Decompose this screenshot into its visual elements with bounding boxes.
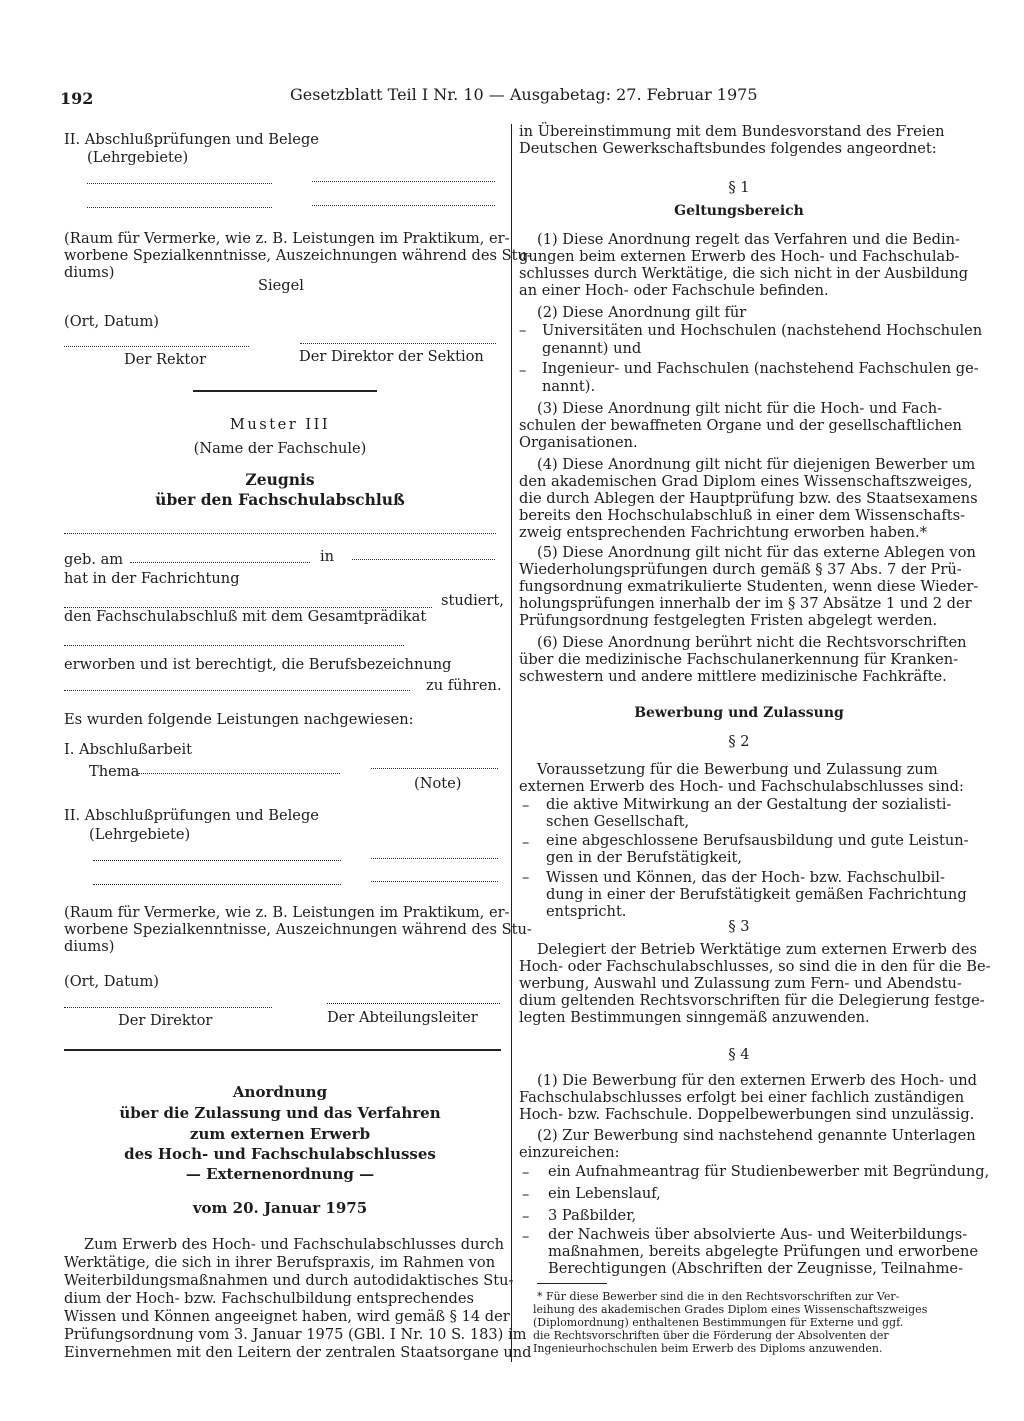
para-line: gungen beim externen Erwerb des Hoch- und Fachschulab- xyxy=(519,248,960,265)
para-line: Wiederholungsprüfungen durch gemäß § 37 Abs. 7 der Prü- xyxy=(519,561,962,578)
para-line: (4) Diese Anordnung gilt nicht für diejenigen Bewerber um xyxy=(537,456,976,473)
in-label: in xyxy=(320,548,335,565)
preamble-line: Zum Erwerb des Hoch- und Fachschulabschlusses durch xyxy=(84,1236,505,1253)
para-line: (5) Diese Anordnung gilt nicht für das externe Ablegen von xyxy=(537,544,976,561)
para-line: Hoch- oder Fachschulabschlusses, so sind die in den für die Be- xyxy=(519,958,991,975)
title-label: erworben und ist berechtigt, die Berufsbezeichnung xyxy=(64,656,452,673)
para-line: (2) Zur Bewerbung sind nachstehend genannte Unterlagen xyxy=(537,1127,976,1144)
section-1-number: § 1 xyxy=(728,179,750,196)
para-line: schulen der bewaffneten Organe und der gesellschaftlichen xyxy=(519,417,962,434)
para-line: Delegiert der Betrieb Werktätige zum externen Erwerb des xyxy=(537,941,977,958)
preamble-line: Prüfungsordnung vom 3. Januar 1975 (GBl. I Nr. 10 S. 183) im xyxy=(64,1326,527,1343)
birthplace-field xyxy=(352,559,495,560)
para-line: werbung, Auswahl und Zulassung zum Fern- und Abendstu- xyxy=(519,975,962,992)
preamble-line: Einvernehmen mit den Leitern der zentralen Staatsorgane und xyxy=(64,1344,532,1361)
para-line: zweig entsprechenden Fachrichtung erworben haben.* xyxy=(519,524,927,541)
muster-title: Muster III xyxy=(229,416,331,433)
para-line: die durch Ablegen der Hauptprüfung bzw. des Staatsexamens xyxy=(519,490,978,507)
preamble-line: dium der Hoch- bzw. Fachschulbildung entsprechendes xyxy=(64,1290,474,1307)
sign-department-head: Der Abteilungsleiter xyxy=(327,1009,478,1026)
para-line: (6) Diese Anordnung berührt nicht die Rechtsvorschriften xyxy=(537,634,967,651)
para-line: Hoch- bzw. Fachschule. Doppelbewerbungen sind unzulässig. xyxy=(519,1106,975,1123)
list-item: Ingenieur- und Fachschulen (nachstehend Fachschulen ge- xyxy=(542,360,979,377)
para-line: Organisationen. xyxy=(519,434,638,451)
studied-label: studiert, xyxy=(441,592,504,609)
para-line: bereits den Hochschulabschluß in einer dem Wissenschafts- xyxy=(519,507,966,524)
section-1-heading: Geltungsbereich xyxy=(674,203,804,219)
born-label: geb. am xyxy=(64,551,124,568)
grade-field xyxy=(64,645,404,646)
footnote-line: leihung des akademischen Grades Diplom eines Wissenschaftszweiges xyxy=(533,1303,928,1316)
list-item: genannt) und xyxy=(542,340,642,357)
ordinance-subtitle: — Externenordnung — xyxy=(185,1165,375,1183)
intro-line: Deutschen Gewerkschaftsbundes folgendes angeordnet: xyxy=(519,140,937,157)
running-head: Gesetzblatt Teil I Nr. 10 — Ausgabetag: 27. Februar 1975 xyxy=(290,85,758,104)
remarks-line: diums) xyxy=(64,264,115,281)
section-rule xyxy=(64,1049,501,1051)
signature-line xyxy=(327,1003,500,1004)
place-date-label: (Ort, Datum) xyxy=(64,313,159,330)
note-field xyxy=(371,768,498,769)
list-item: gen in der Berufstätigkeit, xyxy=(546,849,743,866)
para-line: Fachschulabschlusses erfolgt bei einer fachlich zuständigen xyxy=(519,1089,965,1106)
preamble-line: Weiterbildungsmaßnahmen und durch autodidaktisches Stu- xyxy=(64,1272,514,1289)
name-field xyxy=(64,533,496,534)
list-dash: – xyxy=(522,797,530,814)
remarks-line: worbene Spezialkenntnisse, Auszeichnungen während des Stu- xyxy=(64,921,532,938)
ordinance-date: vom 20. Januar 1975 xyxy=(192,1199,368,1217)
para-line: fungsordnung exmatrikulierte Studenten, wenn diese Wieder- xyxy=(519,578,979,595)
section-rule xyxy=(193,390,377,392)
theme-label: Thema xyxy=(89,763,140,780)
certificate-title: Zeugnis xyxy=(245,470,315,489)
signature-line xyxy=(300,343,496,344)
intro-line: in Übereinstimmung mit dem Bundesvorstand des Freien xyxy=(519,123,945,140)
para-line: Voraussetzung für die Bewerbung und Zulassung zum xyxy=(537,761,938,778)
ordinance-title: über die Zulassung und das Verfahren xyxy=(119,1104,441,1122)
para-line: holungsprüfungen innerhalb der im § 37 Absätze 1 und 2 der xyxy=(519,595,972,612)
seal-label: Siegel xyxy=(258,277,304,294)
place-date-label: (Ort, Datum) xyxy=(64,973,159,990)
list-dash: – xyxy=(522,1164,530,1181)
form-blank xyxy=(87,183,272,184)
section-2-number: § 2 xyxy=(728,733,750,750)
para-line: (1) Die Bewerbung für den externen Erwerb des Hoch- und xyxy=(537,1072,978,1089)
footnote-line: die Rechtsvorschriften über die Förderung der Absolventen der xyxy=(533,1329,889,1342)
remarks-line: worbene Spezialkenntnisse, Auszeichnungen während des Stu- xyxy=(64,247,532,264)
section-3-number: § 3 xyxy=(728,918,750,935)
section-2-heading: Bewerbung und Zulassung xyxy=(634,705,844,721)
form-blank xyxy=(371,881,498,882)
remarks-line: (Raum für Vermerke, wie z. B. Leistungen im Praktikum, er- xyxy=(64,230,510,247)
para-line: Prüfungsordnung festgelegten Fristen abgelegt werden. xyxy=(519,612,938,629)
sign-director: Der Direktor xyxy=(118,1012,213,1029)
para-line: über die medizinische Fachschulanerkennung für Kranken- xyxy=(519,651,959,668)
para-line: legten Bestimmungen sinngemäß anzuwenden. xyxy=(519,1009,870,1026)
ordinance-title: zum externen Erwerb xyxy=(189,1125,371,1143)
list-dash: – xyxy=(522,1208,530,1225)
list-dash: – xyxy=(522,869,530,886)
list-dash: – xyxy=(522,1228,530,1245)
preamble-line: Wissen und Können angeeignet haben, wird gemäß § 14 der xyxy=(64,1308,510,1325)
list-item: Wissen und Können, das der Hoch- bzw. Fachschulbil- xyxy=(546,869,945,886)
professional-title-field xyxy=(64,690,410,691)
form-blank xyxy=(93,884,341,885)
para-line: schwestern und andere mittlere medizinische Fachkräfte. xyxy=(519,668,947,685)
section-4-number: § 4 xyxy=(728,1046,750,1063)
para-line: (3) Diese Anordnung gilt nicht für die Hoch- und Fach- xyxy=(537,400,943,417)
field-label: hat in der Fachrichtung xyxy=(64,570,240,587)
school-name-placeholder: (Name der Fachschule) xyxy=(193,440,367,457)
footnote-line: * Für diese Bewerber sind die in den Rechtsvorschriften zur Ver- xyxy=(537,1290,900,1303)
exams-heading: II. Abschlußprüfungen und Belege xyxy=(64,131,319,148)
para-line: an einer Hoch- oder Fachschule befinden. xyxy=(519,282,829,299)
theme-field xyxy=(138,773,340,774)
exams-subheading: (Lehrgebiete) xyxy=(87,149,189,166)
list-dash: – xyxy=(519,362,527,379)
note-label: (Note) xyxy=(414,775,462,792)
para-line: dium geltenden Rechtsvorschriften für die Delegierung festge- xyxy=(519,992,985,1009)
sign-director-section: Der Direktor der Sektion xyxy=(299,348,484,365)
form-blank xyxy=(371,858,498,859)
para-line: schlusses durch Werktätige, die sich nicht in der Ausbildung xyxy=(519,265,969,282)
footnote-line: (Diplomordnung) enthaltenen Bestimmungen für Externe und ggf. xyxy=(533,1316,904,1329)
form-blank xyxy=(312,205,495,206)
page-number: 192 xyxy=(60,89,94,108)
list-dash: – xyxy=(519,322,527,339)
list-item: der Nachweis über absolvierte Aus- und Weiterbildungs- xyxy=(548,1226,968,1243)
preamble-line: Werktätige, die sich in ihrer Berufspraxis, im Rahmen von xyxy=(64,1254,496,1271)
para-line: (1) Diese Anordnung regelt das Verfahren und die Bedin- xyxy=(537,231,960,248)
form-blank xyxy=(93,860,341,861)
form-blank xyxy=(87,207,272,208)
remarks-line: diums) xyxy=(64,938,115,955)
para-line: den akademischen Grad Diplom eines Wissenschaftszweiges, xyxy=(519,473,973,490)
para-line: externen Erwerb des Hoch- und Fachschulabschlusses sind: xyxy=(519,778,964,795)
remarks-line: (Raum für Vermerke, wie z. B. Leistungen im Praktikum, er- xyxy=(64,904,510,921)
list-item: 3 Paßbilder, xyxy=(548,1207,637,1224)
list-item: Universitäten und Hochschulen (nachstehend Hochschulen xyxy=(542,322,983,339)
final-thesis-label: I. Abschlußarbeit xyxy=(64,741,192,758)
footnote-rule xyxy=(537,1283,607,1284)
list-item: eine abgeschlossene Berufsausbildung und gute Leistun- xyxy=(546,832,969,849)
signature-line xyxy=(64,1007,272,1008)
list-item: Berechtigungen (Abschriften der Zeugnisse, Teilnahme- xyxy=(548,1260,964,1277)
form-blank xyxy=(312,181,495,182)
signature-line xyxy=(64,346,249,347)
list-item: schen Gesellschaft, xyxy=(546,813,690,830)
exams-subheading: (Lehrgebiete) xyxy=(89,826,191,843)
list-item: dung in einer der Berufstätigkeit gemäßen Fachrichtung xyxy=(546,886,967,903)
achievements-label: Es wurden folgende Leistungen nachgewiesen: xyxy=(64,711,414,728)
exams-heading: II. Abschlußprüfungen und Belege xyxy=(64,807,319,824)
list-dash: – xyxy=(522,834,530,851)
list-dash: – xyxy=(522,1186,530,1203)
para-line: einzureichen: xyxy=(519,1144,620,1161)
grade-label: den Fachschulabschluß mit dem Gesamtprädikat xyxy=(64,608,427,625)
list-item: ein Lebenslauf, xyxy=(548,1185,661,1202)
list-item: maßnahmen, bereits abgelegte Prüfungen und erworbene xyxy=(548,1243,979,1260)
to-carry-label: zu führen. xyxy=(426,677,502,694)
certificate-subtitle: über den Fachschulabschluß xyxy=(155,490,405,509)
list-item: entspricht. xyxy=(546,903,627,920)
footnote-line: Ingenieurhochschulen beim Erwerb des Diploms anzuwenden. xyxy=(533,1342,883,1355)
birthdate-field xyxy=(130,562,310,563)
ordinance-title: des Hoch- und Fachschulabschlusses xyxy=(124,1145,436,1163)
para-line: (2) Diese Anordnung gilt für xyxy=(537,304,747,321)
list-item: die aktive Mitwirkung an der Gestaltung der sozialisti- xyxy=(546,796,952,813)
list-item: ein Aufnahmeantrag für Studienbewerber mit Begründung, xyxy=(548,1163,990,1180)
sign-rector: Der Rektor xyxy=(124,351,207,368)
ordinance-title: Anordnung xyxy=(232,1083,328,1101)
list-item: nannt). xyxy=(542,378,596,395)
column-divider xyxy=(511,124,512,1362)
